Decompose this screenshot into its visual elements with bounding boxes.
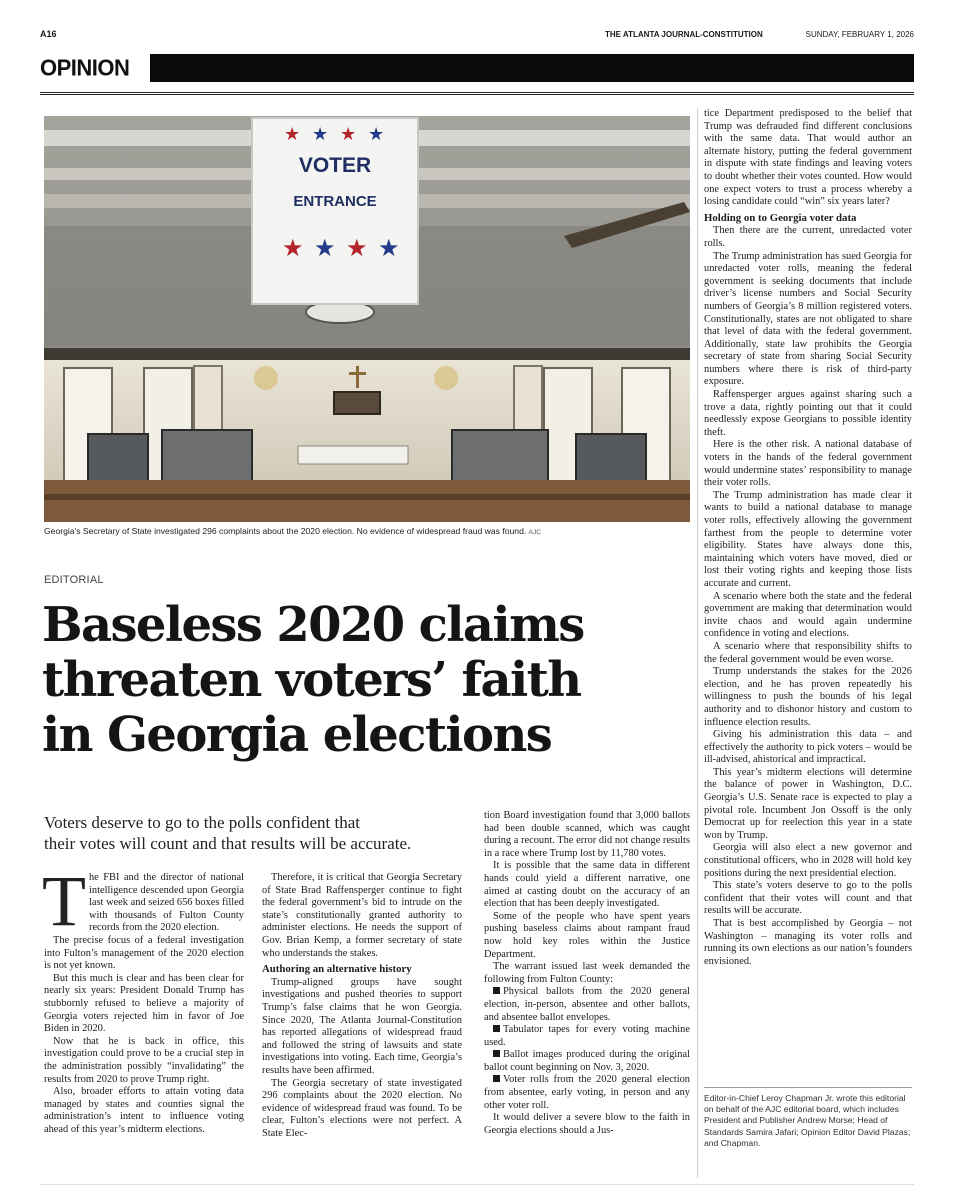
caption-text: Georgia's Secretary of State investigated 296 complaints about the 2020 election. No evidence of widespread fraud was found. [44, 526, 527, 536]
headline [42, 598, 702, 763]
paragraph: Therefore, it is critical that Georgia Secretary of State Brad Raffensperger continue to fight the federal government’s bid to intrude on the state’s constitutionally granted authority to administer elections. He needs the support of Gov. Brian Kemp, a former secretary of state who understands the stakes. [262, 872, 462, 959]
paragraph: Also, broader efforts to attain voting data managed by states and counties signal the administration’s intent to influence voting ahead of this year’s midterm elections. [44, 1086, 244, 1135]
headline-line: threaten voters’ faith [42, 652, 581, 708]
voter-entrance-sign [252, 118, 418, 304]
pews [44, 480, 690, 522]
star-icon: ★ [340, 124, 357, 145]
paragraph: It is possible that the same data in different hands could yield a different narrative, one aimed at casting doubt on the accuracy of an election that has been deeply investigated. [484, 860, 690, 910]
bullet-text: Physical ballots from the 2020 general election, in-person, absentee and other ballots, and absentee ballot envelopes. [484, 986, 690, 1023]
paragraph: The precise focus of a federal investigation into Fulton’s management of the 2020 election is not yet known. [44, 934, 244, 972]
lead-photo[interactable] [44, 116, 690, 522]
star-icon: ★ [378, 234, 400, 262]
paragraph: Giving his administration this data – and effectively the authority to pick voters – would be ill-advised, ahistorical and impractical. [704, 729, 912, 766]
body-column-2 [262, 872, 462, 1140]
cross-horizontal [349, 372, 366, 375]
paragraph: Georgia will also elect a new governor and constitutional officers, who in 2028 will hold key positions during the next presidential election. [704, 842, 912, 879]
paragraph: he FBI and the director of national intelligence descended upon Georgia last week and seized 656 boxes filled with thousands of Fulton County records from the 2020 election. [88, 872, 244, 934]
photo-credit: AJC [528, 529, 541, 536]
bullet-item [484, 986, 690, 1024]
footer-rule [40, 1184, 914, 1185]
polling-place-illustration [44, 116, 690, 522]
chandelier-left [254, 366, 278, 390]
sign-line-1: VOTER [298, 154, 372, 177]
chandelier-right [434, 366, 458, 390]
subhead: Holding on to Georgia voter data [704, 211, 857, 224]
subhead: Authoring an alternative history [262, 963, 412, 976]
paragraph: It would deliver a severe blow to the faith in Georgia elections should a Jus- [484, 1112, 690, 1136]
paper-name: THE ATLANTA JOURNAL-CONSTITUTION [605, 30, 763, 39]
paragraph: The warrant issued last week demanded the following from Fulton County: [484, 961, 690, 985]
headline-line: in Georgia elections [42, 707, 552, 763]
deck [44, 812, 484, 854]
note-divider [704, 1087, 912, 1088]
square-bullet-icon [493, 987, 500, 994]
editor-note: Editor-in-Chief Leroy Chapman Jr. wrote this editorial on behalf of the AJC editorial board, which includes President and Publisher Andrew Morse; Head of Standards Samira Jafari; Opinion Editor David Plazas; and Chapman. [704, 1093, 911, 1148]
page-header [40, 29, 914, 43]
body-column-3 [484, 810, 690, 1137]
paragraph: A scenario where both the state and the federal government are making that determination would invite chaos and would again undermine confidence in voting and elections. [704, 590, 912, 640]
section-banner [40, 54, 914, 82]
paragraph: Now that he is back in office, this investigation could prove to be a crucial step in the administration possibly “invalidating” the results from 2020 to prove Trump right. [44, 1035, 244, 1085]
square-bullet-icon [493, 1075, 500, 1082]
bullet-text: Ballot images produced during the original ballot count beginning on Nov. 3, 2020. [484, 1049, 690, 1073]
issue-date: SUNDAY, FEBRUARY 1, 2026 [805, 30, 914, 39]
bullet-item [484, 1074, 690, 1112]
paragraph: The Trump administration has made clear it wants to build a national database to manage voter rolls, effectively allowing the government farthest from the people to determine voter eligibility. States have always done this, maintaining which voters have moved, died or lost their voting rights and keeping those lists accurate and current. [704, 489, 912, 589]
header-rule [40, 92, 914, 95]
article-kicker: EDITORIAL [44, 574, 104, 586]
paragraph: Some of the people who have spent years pushing baseless claims about rampant fraud now hold key roles within the Justice Department. [484, 910, 690, 960]
deck-line: Voters deserve to go to the polls confident that [44, 813, 361, 832]
pew-rail [44, 494, 690, 500]
drop-cap: T [42, 861, 86, 941]
paragraph: Raffensperger argues against sharing such a trove a data, rightly pointing out that it could needlessly expose Georgians to possible identity theft. [704, 389, 912, 438]
square-bullet-icon [493, 1025, 500, 1032]
body-column-1 [42, 861, 244, 1136]
star-icon: ★ [314, 234, 336, 262]
altar-screen [334, 392, 380, 414]
paragraph: tion Board investigation found that 3,000 ballots had been double scanned, which was caught during a recount. The error did not change results in a race where Trump lost by 11,780 votes. [484, 810, 690, 859]
paragraph: This state’s voters deserve to go to the polls confident that their votes will count and that results will be accurate. [704, 880, 912, 917]
opening-paragraph [42, 861, 244, 941]
bullet-item [484, 1049, 690, 1074]
bullet-item [484, 1024, 690, 1049]
section-label: OPINION [40, 54, 130, 81]
body-column-4 [704, 108, 912, 968]
bullet-text: Tabulator tapes for every voting machine used. [484, 1024, 690, 1048]
star-icon: ★ [284, 124, 301, 145]
star-icon: ★ [282, 234, 304, 262]
photo-caption [44, 526, 694, 536]
page-number: A16 [40, 29, 57, 39]
header-beam [44, 348, 690, 360]
sign-line-2: ENTRANCE [293, 193, 377, 210]
bullet-text: Voter rolls from the 2020 general election from absentee, early voting, in person and any other voter roll. [484, 1074, 690, 1111]
paragraph: A scenario where that responsibility shifts to the federal government would be even worse. [704, 640, 912, 665]
headline-line: Baseless 2020 claims [42, 597, 584, 653]
cross-vertical [356, 366, 359, 388]
square-bullet-icon [493, 1050, 500, 1057]
paragraph: But this much is clear and has been clear for nearly six years: President Donald Trump has stubbornly refused to believe a majority of Georgia voters rejected him in favor of Joe Biden in 2020. [44, 972, 244, 1035]
paragraph: Trump understands the stakes for the 2026 election, and he has proven repeatedly his willingness to push the bounds of his legal authority and to dishonor history and custom to influence election results. [704, 666, 912, 728]
paragraph: The Trump administration has sued Georgia for unredacted voter rolls, meaning the federal government is seeking documents that include driver’s license numbers and Social Security numbers of Georgia’s 8 million registered voters. Constitutionally, states are not obligated to share that level of data with the federal government. Additionally, state law prohibits the Georgia secretary of state from sharing Social Security numbers where there is risk of third-party exposure. [704, 250, 912, 388]
paragraph: tice Department predisposed to the belief that Trump was defrauded find different conclusions with the same data. That would author an alternate history, putting the federal government in dispute with state findings and leaving voters to doubt whether their votes counted. How would one expect voters to trust a process whereby a losing candidate could “win” six years later? [704, 108, 912, 208]
star-icon: ★ [312, 124, 329, 145]
star-icon: ★ [346, 234, 368, 262]
section-bar [150, 54, 914, 82]
paragraph: Then there are the current, unredacted voter rolls. [704, 225, 912, 249]
column-divider [697, 108, 698, 1178]
deck-line: their votes will count and that results will be accurate. [44, 834, 412, 853]
paragraph: That is best accomplished by Georgia – not Washington – managing its voter rolls and running its own elections as our nation’s founders envisioned. [704, 918, 912, 967]
paragraph: This year’s midterm elections will determine the balance of power in Washington, D.C. Georgia’s U.S. Senate race is expected to play a pivotal role. Incumbent Jon Ossoff is the only Democrat up for reelection this year in a state won by Trump. [704, 766, 912, 841]
check-in-table [298, 446, 408, 464]
paragraph: The Georgia secretary of state investigated 296 complaints about the 2020 election. No evidence of widespread fraud was found. To be clear, Fulton’s elections were not perfect. A State Elec- [262, 1077, 462, 1139]
star-icon: ★ [368, 124, 385, 145]
paragraph: Here is the other risk. A national database of voters in the hands of the federal government would undermine states’ responsibility to manage their voter rolls. [704, 439, 912, 489]
paragraph: Trump-aligned groups have sought investigations and pushed theories to support Trump’s false claims that he won Georgia. Since 2020, The Atlanta Journal-Constitution has reported allegations of widespread fraud and followed the string of lawsuits and state investigations into voting. Each time, Georgia’s results have been affirmed. [262, 976, 462, 1076]
